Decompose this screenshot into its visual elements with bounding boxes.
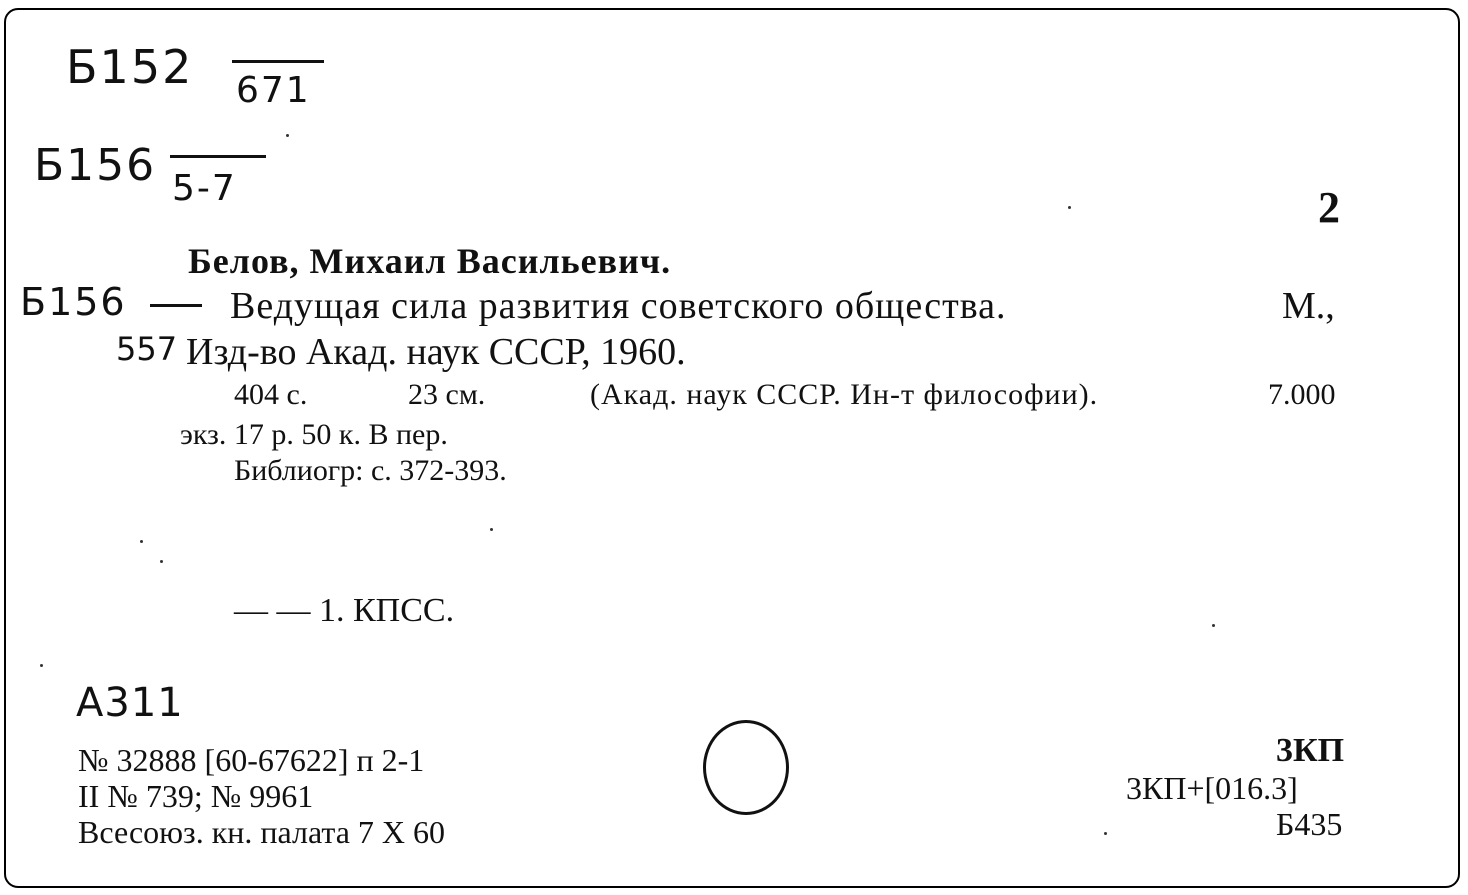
handwritten-code-1: Б152 — [66, 40, 194, 94]
handwritten-bar-2 — [170, 155, 266, 158]
scan-speck — [160, 560, 163, 563]
card-number: 2 — [1318, 183, 1340, 232]
publisher-line: Изд-во Акад. наук СССР, 1960. — [186, 331, 686, 373]
scan-speck — [490, 528, 493, 531]
price-line: экз. 17 р. 50 к. В пер. — [180, 418, 448, 451]
footer-left-line-3: Всесоюз. кн. палата 7 Х 60 — [78, 814, 445, 850]
handwritten-code-2-sub: 5-7 — [172, 168, 237, 209]
size: 23 см. — [408, 378, 486, 411]
subject-heading: — — 1. КПСС. — [234, 592, 455, 629]
handwritten-side-code-1: Б156 — [20, 280, 127, 324]
author-heading: Белов, Михаил Васильевич. — [188, 241, 672, 281]
scan-speck — [140, 540, 143, 543]
scan-speck — [40, 664, 43, 667]
footer-right-line-2: 3КП+[016.3] — [1126, 770, 1298, 806]
handwritten-bar-1 — [232, 60, 324, 63]
scan-speck — [1104, 832, 1107, 835]
title-line: Ведущая сила развития советского общества. — [230, 285, 1007, 327]
footer-right-line-1: 3КП — [1276, 732, 1345, 769]
footer-right-line-3: Б435 — [1276, 806, 1343, 842]
footer-left-line-1: № 32888 [60-67622] п 2-1 — [78, 742, 425, 778]
card-punch-hole — [703, 720, 789, 815]
handwritten-side-code-2: 557 — [116, 330, 178, 368]
pages: 404 с. — [234, 378, 308, 411]
handwritten-side-dash — [150, 304, 202, 307]
bibliography-note: Библиогр: с. 372-393. — [234, 454, 507, 487]
print-run: 7.000 — [1268, 378, 1336, 411]
series: (Акад. наук СССР. Ин-т философии). — [590, 378, 1099, 411]
footer-left-line-2: II № 739; № 9961 — [78, 778, 314, 814]
handwritten-code-1-sub: 671 — [236, 70, 311, 111]
place-of-publication: М., — [1282, 285, 1335, 327]
handwritten-bottom-mark: А311 — [76, 680, 184, 726]
handwritten-code-2: Б156 — [34, 140, 157, 191]
scan-speck — [286, 134, 289, 137]
scan-speck — [1068, 206, 1071, 209]
scan-speck — [1212, 624, 1215, 627]
